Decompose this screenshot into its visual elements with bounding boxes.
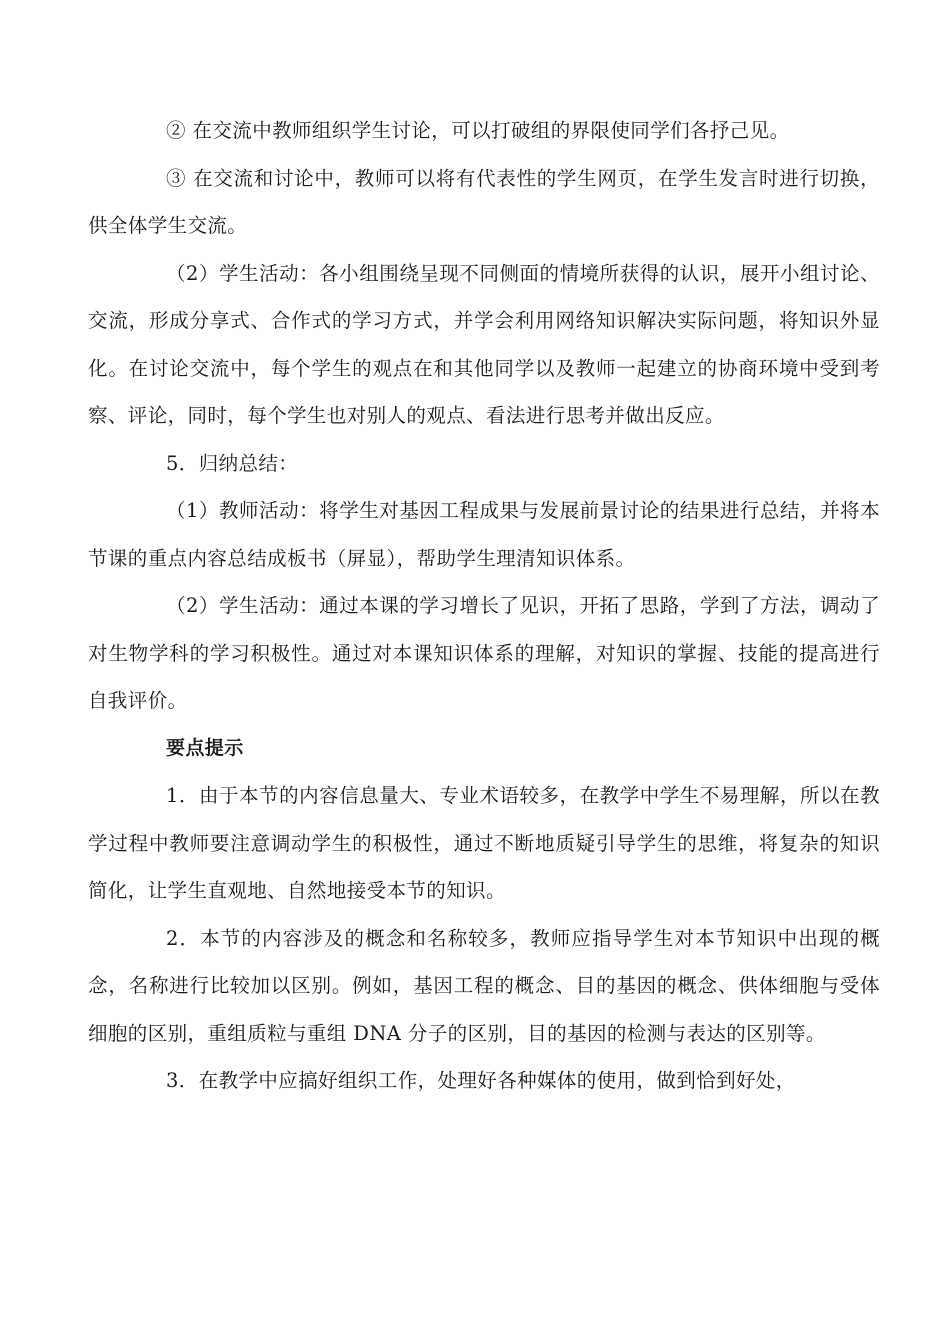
paragraph-discussion-across-groups: ② 在交流中教师组织学生讨论，可以打破组的界限使同学们各抒己见。 xyxy=(166,119,790,142)
paragraph-switch-student-pages: ③ 在交流和讨论中，教师可以将有代表性的学生网页，在学生发言时进行切换，供全体学生交流。 xyxy=(88,166,880,237)
tip-item-2: 2．本节的内容涉及的概念和名称较多，教师应指导学生对本节知识中出现的概念，名称进行比较加以区别。例如，基因工程的概念、目的基因的概念、供体细胞与受体细胞的区别，重组质粒与重组 DNA 分子的区别，目的基因的检测与表达的区别等。 xyxy=(88,926,880,1045)
document-body xyxy=(88,107,880,1105)
section-heading-key-points: 要点提示 xyxy=(166,736,244,759)
tip-item-1: 1．由于本节的内容信息量大、专业术语较多，在教学中学生不易理解，所以在教学过程中教师要注意调动学生的积极性，通过不断地质疑引导学生的思维，将复杂的知识简化，让学生直观地、自然地接受本节的知识。 xyxy=(88,784,880,902)
tip-item-3: 3．在教学中应搞好组织工作，处理好各种媒体的使用，做到恰到好处， xyxy=(166,1069,796,1092)
paragraph-student-activity-discussion: （2）学生活动：各小组围绕呈现不同侧面的情境所获得的认识，展开小组讨论、交流，形成分享式、合作式的学习方式，并学会利用网络知识解决实际问题，将知识外显化。在讨论交流中，每个学生的观点在和其他同学以及教师一起建立的协商环境中受到考察、评论，同时，每个学生也对别人的观点、看法进行思考并做出反应。 xyxy=(88,261,880,427)
paragraph-student-activity-evaluation: （2）学生活动：通过本课的学习增长了见识，开拓了思路，学到了方法，调动了对生物学科的学习积极性。通过对本课知识体系的理解，对知识的掌握、技能的提高进行自我评价。 xyxy=(88,594,880,712)
paragraph-teacher-activity-summary: （1）教师活动：将学生对基因工程成果与发展前景讨论的结果进行总结，并将本节课的重点内容总结成板书（屏显），帮助学生理清知识体系。 xyxy=(88,499,880,570)
paragraph-summary-title: 5．归纳总结： xyxy=(166,451,299,475)
